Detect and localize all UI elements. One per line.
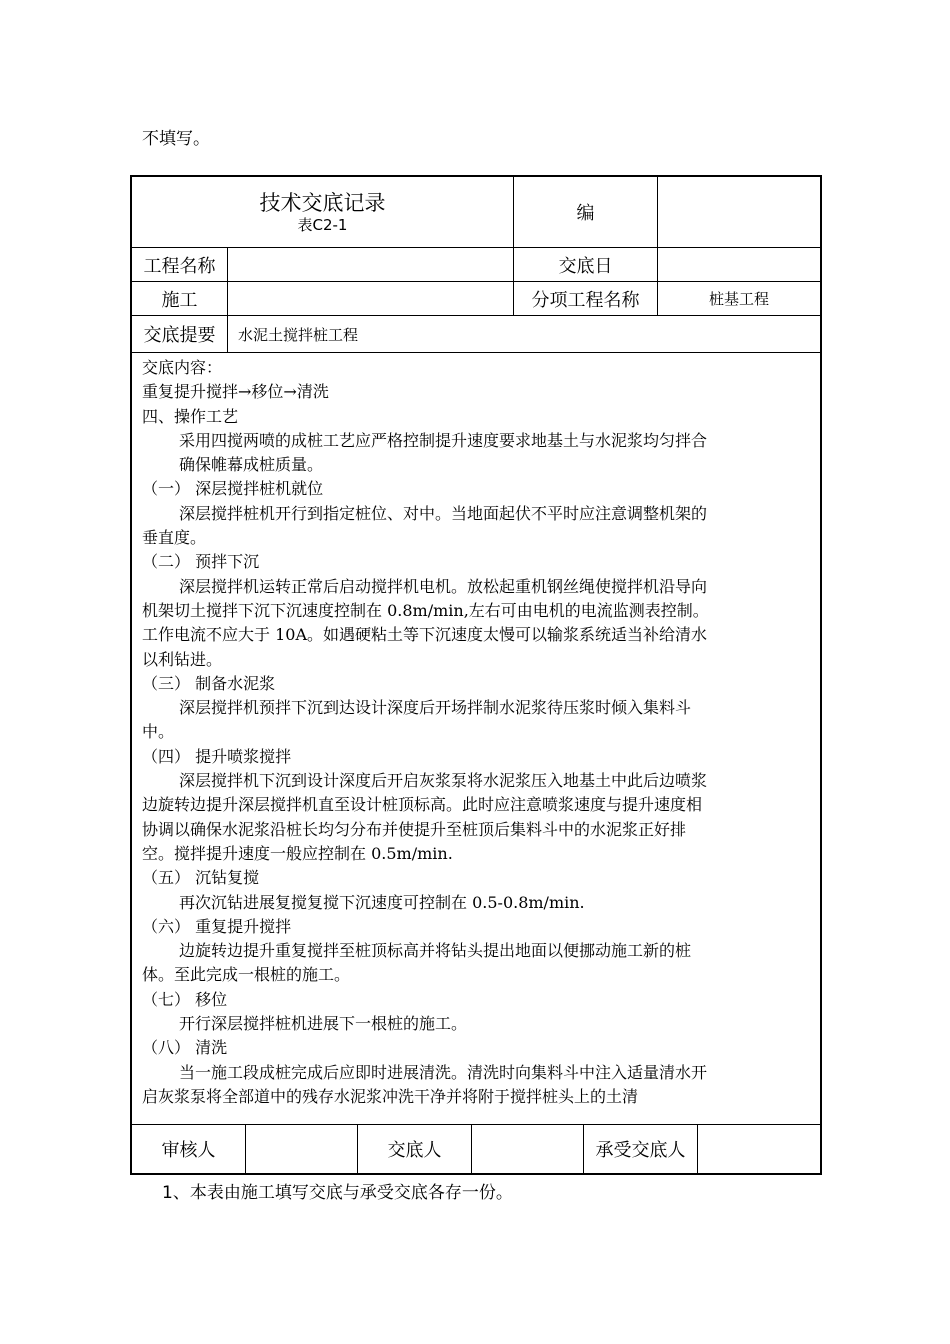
date-label: 交底日 bbox=[514, 248, 658, 281]
reviewer-label: 审核人 bbox=[132, 1125, 246, 1173]
table-number: 表C2-1 bbox=[297, 216, 348, 234]
disclosure-content bbox=[132, 353, 820, 1125]
content-line: 垂直度。 bbox=[142, 528, 207, 548]
content-line: （四） 提升喷浆搅拌 bbox=[142, 746, 292, 766]
content-line: 空。搅拌提升速度一般应控制在 0.5m/min. bbox=[142, 843, 453, 863]
content-line: 以利钻进。 bbox=[142, 649, 223, 669]
receiver-label: 承受交底人 bbox=[584, 1125, 698, 1173]
content-line: 采用四搅两喷的成桩工艺应严格控制提升速度要求地基土与水泥浆均匀拌合 bbox=[179, 430, 708, 450]
summary-value[interactable]: 水泥土搅拌桩工程 bbox=[238, 325, 359, 344]
content-line: （五） 沉钻复搅 bbox=[142, 868, 260, 888]
date-value[interactable] bbox=[658, 248, 820, 281]
signature-row bbox=[132, 1125, 820, 1173]
subproject-label: 分项工程名称 bbox=[514, 282, 658, 315]
content-line: （七） 移位 bbox=[142, 989, 228, 1009]
content-line: （二） 预拌下沉 bbox=[142, 552, 260, 572]
content-line: 机架切土搅拌下沉下沉速度控制在 0.8m/min,左右可由电机的电流监测表控制。 bbox=[142, 600, 709, 620]
receiver-value[interactable] bbox=[698, 1125, 820, 1173]
content-line: 体。至此完成一根桩的施工。 bbox=[142, 965, 351, 985]
content-line: 重复提升搅拌→移位→清洗 bbox=[142, 382, 329, 402]
content-line: （三） 制备水泥浆 bbox=[142, 673, 276, 693]
content-label: 交底内容： bbox=[142, 358, 223, 377]
content-line: 中。 bbox=[142, 722, 175, 742]
content-line: 四、操作工艺 bbox=[142, 406, 239, 426]
content-line: （一） 深层搅拌桩机就位 bbox=[142, 479, 324, 499]
content-line: 边旋转边提升深层搅拌机直至设计桩顶标高。此时应注意喷浆速度与提升速度相 bbox=[142, 795, 703, 815]
content-line: 边旋转边提升重复搅拌至桩顶标高并将钻头提出地面以便挪动施工新的桩 bbox=[179, 941, 692, 961]
summary-row bbox=[132, 316, 820, 353]
content-line: 再次沉钻进展复搅复搅下沉速度可控制在 0.5-0.8m/min. bbox=[179, 892, 585, 912]
reviewer-value[interactable] bbox=[246, 1125, 358, 1173]
content-line: 协调以确保水泥浆沿桩长均匀分布并使提升至桩顶后集料斗中的水泥浆正好排 bbox=[142, 819, 687, 839]
content-line: 启灰浆泵将全部道中的残存水泥浆冲洗干净并将附于搅拌桩头上的土清 bbox=[142, 1086, 639, 1106]
content-line: 深层搅拌桩机开行到指定桩位、对中。当地面起伏不平时应注意调整机架的 bbox=[179, 503, 708, 523]
content-line: 当一施工段成桩完成后应即时进展清洗。清洗时向集料斗中注入适量清水开 bbox=[179, 1062, 708, 1082]
discloser-label: 交底人 bbox=[358, 1125, 472, 1173]
form-title: 技术交底记录 bbox=[259, 191, 386, 215]
project-name-value[interactable] bbox=[228, 248, 514, 281]
content-line: 开行深层搅拌桩机进展下一根桩的施工。 bbox=[179, 1014, 468, 1034]
bian-label: 编 bbox=[514, 177, 658, 247]
construction-value[interactable] bbox=[228, 282, 514, 315]
subproject-value[interactable]: 桩基工程 bbox=[708, 290, 769, 308]
summary-label: 交底提要 bbox=[132, 316, 228, 352]
title-row bbox=[132, 177, 820, 248]
disclosure-record-form bbox=[130, 175, 822, 1175]
construction-row bbox=[132, 282, 820, 316]
content-line: （六） 重复提升搅拌 bbox=[142, 916, 292, 936]
content-line: （八） 清洗 bbox=[142, 1038, 228, 1058]
content-line: 深层搅拌机下沉到设计深度后开启灰浆泵将水泥浆压入地基土中此后边喷浆 bbox=[179, 771, 708, 791]
content-line: 深层搅拌机运转正常后启动搅拌机电机。放松起重机钢丝绳使搅拌机沿导向 bbox=[179, 576, 708, 596]
top-note: 不填写。 bbox=[142, 129, 210, 149]
content-line: 深层搅拌机预拌下沉到达设计深度后开场拌制水泥浆待压浆时倾入集料斗 bbox=[179, 698, 692, 718]
construction-label: 施工 bbox=[132, 282, 228, 315]
content-line: 工作电流不应大于 10A。如遇硬粘土等下沉速度太慢可以输浆系统适当补给清水 bbox=[142, 625, 708, 645]
title-cell bbox=[132, 177, 514, 247]
bottom-note: 1、本表由施工填写交底与承受交底各存一份。 bbox=[162, 1183, 513, 1203]
project-name-label: 工程名称 bbox=[132, 248, 228, 281]
project-name-row bbox=[132, 248, 820, 282]
discloser-value[interactable] bbox=[472, 1125, 584, 1173]
bian-value[interactable] bbox=[658, 177, 820, 247]
content-line: 确保帷幕成桩质量。 bbox=[179, 455, 324, 475]
